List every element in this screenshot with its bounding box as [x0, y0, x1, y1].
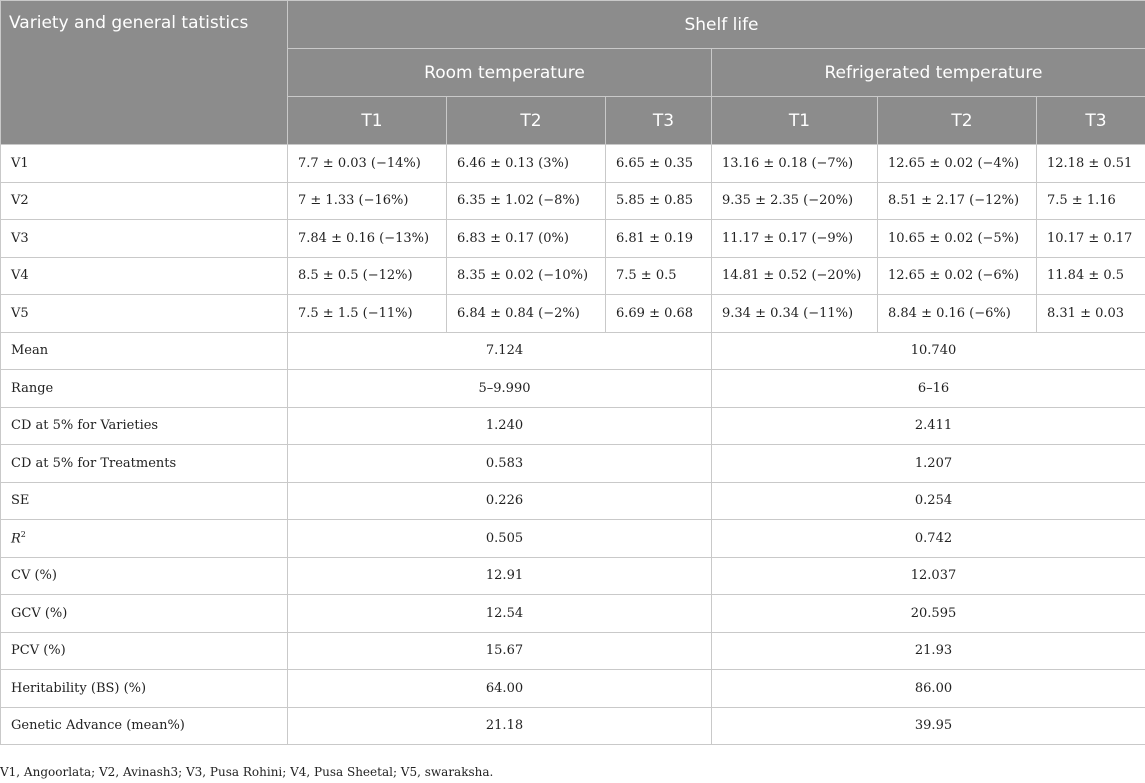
- table-cell: 8.51 ± 2.17 (−12%): [878, 182, 1037, 220]
- table-cell: 7.5 ± 0.5: [606, 257, 712, 295]
- table-cell: 6.65 ± 0.35: [606, 145, 712, 183]
- variety-label: V5: [1, 295, 288, 333]
- variety-label: V1: [1, 145, 288, 183]
- header-room-temperature: Room temperature: [288, 49, 712, 97]
- stat-label-r-squared: [1, 520, 288, 558]
- header-variety-statistics: Variety and general tatistics: [1, 1, 288, 145]
- stat-label: GCV (%): [1, 595, 288, 633]
- header-refrigerated-t1: T1: [712, 97, 878, 145]
- stat-room-value: 0.583: [288, 445, 712, 483]
- header-shelf-life: Shelf life: [288, 1, 1145, 49]
- table-cell: 6.35 ± 1.02 (−8%): [447, 182, 606, 220]
- table-row: [1, 220, 1145, 258]
- stat-label: PCV (%): [1, 632, 288, 670]
- stat-room-value: 15.67: [288, 632, 712, 670]
- stats-row: [1, 445, 1145, 483]
- stat-refrigerated-value: 86.00: [712, 670, 1145, 708]
- table-cell: 12.65 ± 0.02 (−4%): [878, 145, 1037, 183]
- stats-row: [1, 632, 1145, 670]
- header-room-t1: T1: [288, 97, 447, 145]
- stat-refrigerated-value: 39.95: [712, 707, 1145, 745]
- table-cell: 8.5 ± 0.5 (−12%): [288, 257, 447, 295]
- stat-refrigerated-value: 12.037: [712, 557, 1145, 595]
- stats-row: [1, 332, 1145, 370]
- stat-room-value: 7.124: [288, 332, 712, 370]
- table-cell: 8.31 ± 0.03: [1037, 295, 1145, 333]
- stat-room-value: 0.226: [288, 482, 712, 520]
- table-cell: 7.84 ± 0.16 (−13%): [288, 220, 447, 258]
- stat-refrigerated-value: 6–16: [712, 370, 1145, 408]
- stat-label: Range: [1, 370, 288, 408]
- table-cell: 6.83 ± 0.17 (0%): [447, 220, 606, 258]
- stats-row: [1, 670, 1145, 708]
- stat-label: Genetic Advance (mean%): [1, 707, 288, 745]
- stat-label: CD at 5% for Varieties: [1, 407, 288, 445]
- table-cell: 6.46 ± 0.13 (3%): [447, 145, 606, 183]
- stat-room-value: 12.54: [288, 595, 712, 633]
- stat-label: CD at 5% for Treatments: [1, 445, 288, 483]
- stat-refrigerated-value: 10.740: [712, 332, 1145, 370]
- header-refrigerated-t2: T2: [878, 97, 1037, 145]
- stat-refrigerated-value: 2.411: [712, 407, 1145, 445]
- table-cell: 7.7 ± 0.03 (−14%): [288, 145, 447, 183]
- stat-refrigerated-value: 21.93: [712, 632, 1145, 670]
- stat-label-r: R: [11, 531, 21, 547]
- header-room-t2: T2: [447, 97, 606, 145]
- stat-refrigerated-value: 1.207: [712, 445, 1145, 483]
- table-cell: 8.35 ± 0.02 (−10%): [447, 257, 606, 295]
- table-cell: 9.34 ± 0.34 (−11%): [712, 295, 878, 333]
- table-cell: 12.65 ± 0.02 (−6%): [878, 257, 1037, 295]
- table-footnote: V1, Angoorlata; V2, Avinash3; V3, Pusa Rohini; V4, Pusa Sheetal; V5, swaraksha.: [0, 765, 494, 779]
- table-row: [1, 145, 1145, 183]
- stats-row: [1, 407, 1145, 445]
- table-row: [1, 295, 1145, 333]
- table-cell: 6.69 ± 0.68: [606, 295, 712, 333]
- table-cell: 8.84 ± 0.16 (−6%): [878, 295, 1037, 333]
- variety-label: V3: [1, 220, 288, 258]
- stat-room-value: 64.00: [288, 670, 712, 708]
- table-cell: 7.5 ± 1.5 (−11%): [288, 295, 447, 333]
- stat-label: CV (%): [1, 557, 288, 595]
- stats-row: [1, 520, 1145, 558]
- table-row: [1, 257, 1145, 295]
- stat-room-value: 0.505: [288, 520, 712, 558]
- stat-refrigerated-value: 20.595: [712, 595, 1145, 633]
- stat-room-value: 1.240: [288, 407, 712, 445]
- header-refrigerated-temperature: Refrigerated temperature: [712, 49, 1145, 97]
- stats-row: [1, 595, 1145, 633]
- table-cell: 12.18 ± 0.51: [1037, 145, 1145, 183]
- stat-label: Mean: [1, 332, 288, 370]
- table-cell: 9.35 ± 2.35 (−20%): [712, 182, 878, 220]
- stat-label: SE: [1, 482, 288, 520]
- table-cell: 5.85 ± 0.85: [606, 182, 712, 220]
- table-cell: 6.81 ± 0.19: [606, 220, 712, 258]
- table-cell: 11.17 ± 0.17 (−9%): [712, 220, 878, 258]
- table-row: [1, 182, 1145, 220]
- stats-row: [1, 557, 1145, 595]
- stat-label: Heritability (BS) (%): [1, 670, 288, 708]
- header-refrigerated-t3: T3: [1037, 97, 1145, 145]
- table-cell: 7.5 ± 1.16: [1037, 182, 1145, 220]
- header-room-t3: T3: [606, 97, 712, 145]
- table-cell: 7 ± 1.33 (−16%): [288, 182, 447, 220]
- stats-row: [1, 707, 1145, 745]
- stat-room-value: 12.91: [288, 557, 712, 595]
- table-cell: 13.16 ± 0.18 (−7%): [712, 145, 878, 183]
- variety-label: V2: [1, 182, 288, 220]
- stat-refrigerated-value: 0.742: [712, 520, 1145, 558]
- stats-row: [1, 370, 1145, 408]
- table-cell: 6.84 ± 0.84 (−2%): [447, 295, 606, 333]
- table-cell: 14.81 ± 0.52 (−20%): [712, 257, 878, 295]
- stat-label-superscript: 2: [20, 530, 26, 540]
- table-cell: 11.84 ± 0.5: [1037, 257, 1145, 295]
- table-cell: 10.17 ± 0.17: [1037, 220, 1145, 258]
- table-cell: 10.65 ± 0.02 (−5%): [878, 220, 1037, 258]
- stat-room-value: 21.18: [288, 707, 712, 745]
- stat-refrigerated-value: 0.254: [712, 482, 1145, 520]
- stat-room-value: 5–9.990: [288, 370, 712, 408]
- variety-label: V4: [1, 257, 288, 295]
- stats-row: [1, 482, 1145, 520]
